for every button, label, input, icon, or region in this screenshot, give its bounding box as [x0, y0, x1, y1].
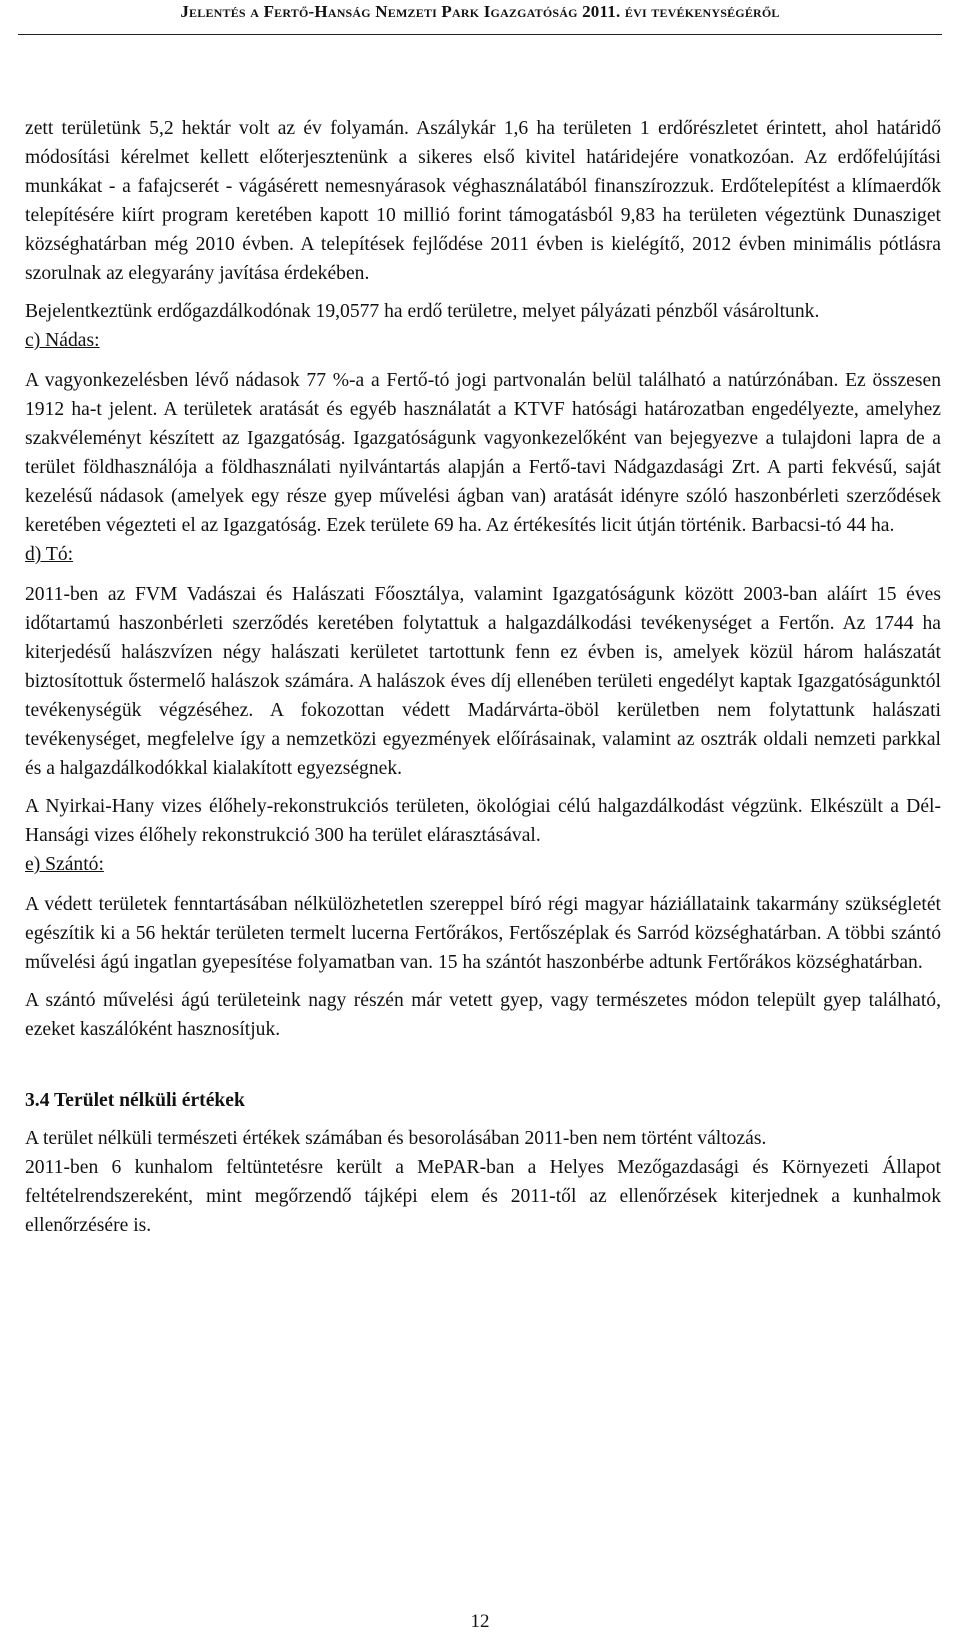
section-title-3-4: 3.4 Terület nélküli értékek: [25, 1090, 245, 1111]
paragraph-non-area-values: A terület nélküli természeti értékek számában és besorolásában 2011-ben nem történt változás.: [25, 1128, 767, 1149]
paragraph-forest-works: zett területünk 5,2 hektár volt az év folyamán. Aszálykár 1,6 ha területen 1 erdőrészletet érintett, ahol határidő módosítási kérelmet kellett előterjesztenünk a sikeres első kivitel határidejére vonatkozóan. Az erdőfelújítási munkákat - a fafajcserét - vágásérett nemesnyárasok véghasználatából finanszírozzuk. Erdőtelepítést a klímaerdők telepítésére kiírt program keretében kapott 10 millió forint támogatásból 9,83 ha területen végeztünk Dunasziget községhatárban még 2010 évben. A telepítések fejlődése 2011 évben is kielégítő, 2012 évben minimális pótlásra szorulnak az elegyarány javítása érdekében.: [25, 118, 941, 284]
paragraph-kurgans: 2011-ben 6 kunhalom feltüntetésre került a MePAR-ban a Helyes Mezőgazdasági és Környezeti Állapot feltételrendszereként, mint megőrzendő tájképi elem és 2011-től az ellenőrzések kiterjednek a kunhalmok ellenőrzésére is.: [25, 1157, 941, 1236]
header-divider: [18, 34, 942, 35]
paragraph-wetland: A Nyirkai-Hany vizes élőhely-rekonstrukciós területen, ökológiai célú halgazdálkodást végzünk. Elkészült a Dél-Hansági vizes élőhely rekonstrukció 300 ha terület elárasztásával.: [25, 796, 941, 846]
page-number: 12: [470, 1611, 490, 1632]
paragraph-reed: A vagyonkezelésben lévő nádasok 77 %-a a Fertő-tó jogi partvonalán belül található a natúrzónában. Ez összesen 1912 ha-t jelent. A területek aratását és egyéb használatát a KTVF hatósági határozatban engedélyezte, amelyhez szakvéleményt készített az Igazgatóság. Igazgatóságunk vagyonkezelőként van bejegyezve a tulajdoni lapra de a terület földhasználója a földhasználati nyilvántartás alapján a Fertő-tavi Nádgazdasági Zrt. A parti fekvésű, saját kezelésű nádasok (amelyek egy része gyep művelési ágban van) aratását idényre szóló haszonbérleti szerződések keretében végezteti el az Igazgatóság. Ezek területe 69 ha. Az értékesítés licit útján történik. Barbacsi-tó 44 ha.: [25, 370, 941, 536]
heading-to: d) Tó:: [25, 544, 74, 565]
paragraph-grassland: A szántó művelési ágú területeink nagy részén már vetett gyep, vagy természetes módon települt gyep található, ezeket kaszálóként hasznosítjuk.: [25, 990, 941, 1040]
paragraph-forest-registration: Bejelentkeztünk erdőgazdálkodónak 19,0577 ha erdő területre, melyet pályázati pénzből vásároltunk.: [25, 301, 820, 322]
heading-nadas: c) Nádas:: [25, 330, 100, 351]
document-body: [25, 114, 941, 1240]
running-header: Jelentés a Fertő-Hanság Nemzeti Park Igazgatóság 2011. évi tevékenységéről: [180, 2, 780, 21]
heading-szanto: e) Szántó:: [25, 854, 104, 875]
paragraph-arable-land: A védett területek fenntartásában nélkülözhetetlen szereppel bíró régi magyar háziállataink takarmány szükségletét egészítik ki a 56 hektár területen termelt lucerna Fertőrákos, Fertőszéplak és Sarród községhatárban. A többi szántó művelési ágú ingatlan gyepesítése folyamatban van. 15 ha szántót haszonbérbe adtunk Fertőrákos községhatárban.: [25, 894, 941, 973]
paragraph-fishery: 2011-ben az FVM Vadászai és Halászati Főosztálya, valamint Igazgatóságunk között 2003-ban aláírt 15 éves időtartamú haszonbérleti szerződés keretében folytattuk a halgazdálkodási tevékenységet a Fertőn. Az 1744 ha kiterjedésű halászvízen négy halászati kerületet tartottunk fenn ez évben is, amelyek közül három halászatát biztosítottuk őstermelő halászok számára. A halászok éves díj ellenében területi engedélyt kaptak Igazgatóságunktól tevékenységük végzéséhez. A fokozottan védett Madárvárta-öböl kerületben nem folytattunk halászati tevékenységet, megfelelve így a nemzetközi egyezmények előírásainak, valamint az osztrák oldali nemzeti parkkal és a halgazdálkodókkal kialakított egyezségnek.: [25, 584, 941, 779]
